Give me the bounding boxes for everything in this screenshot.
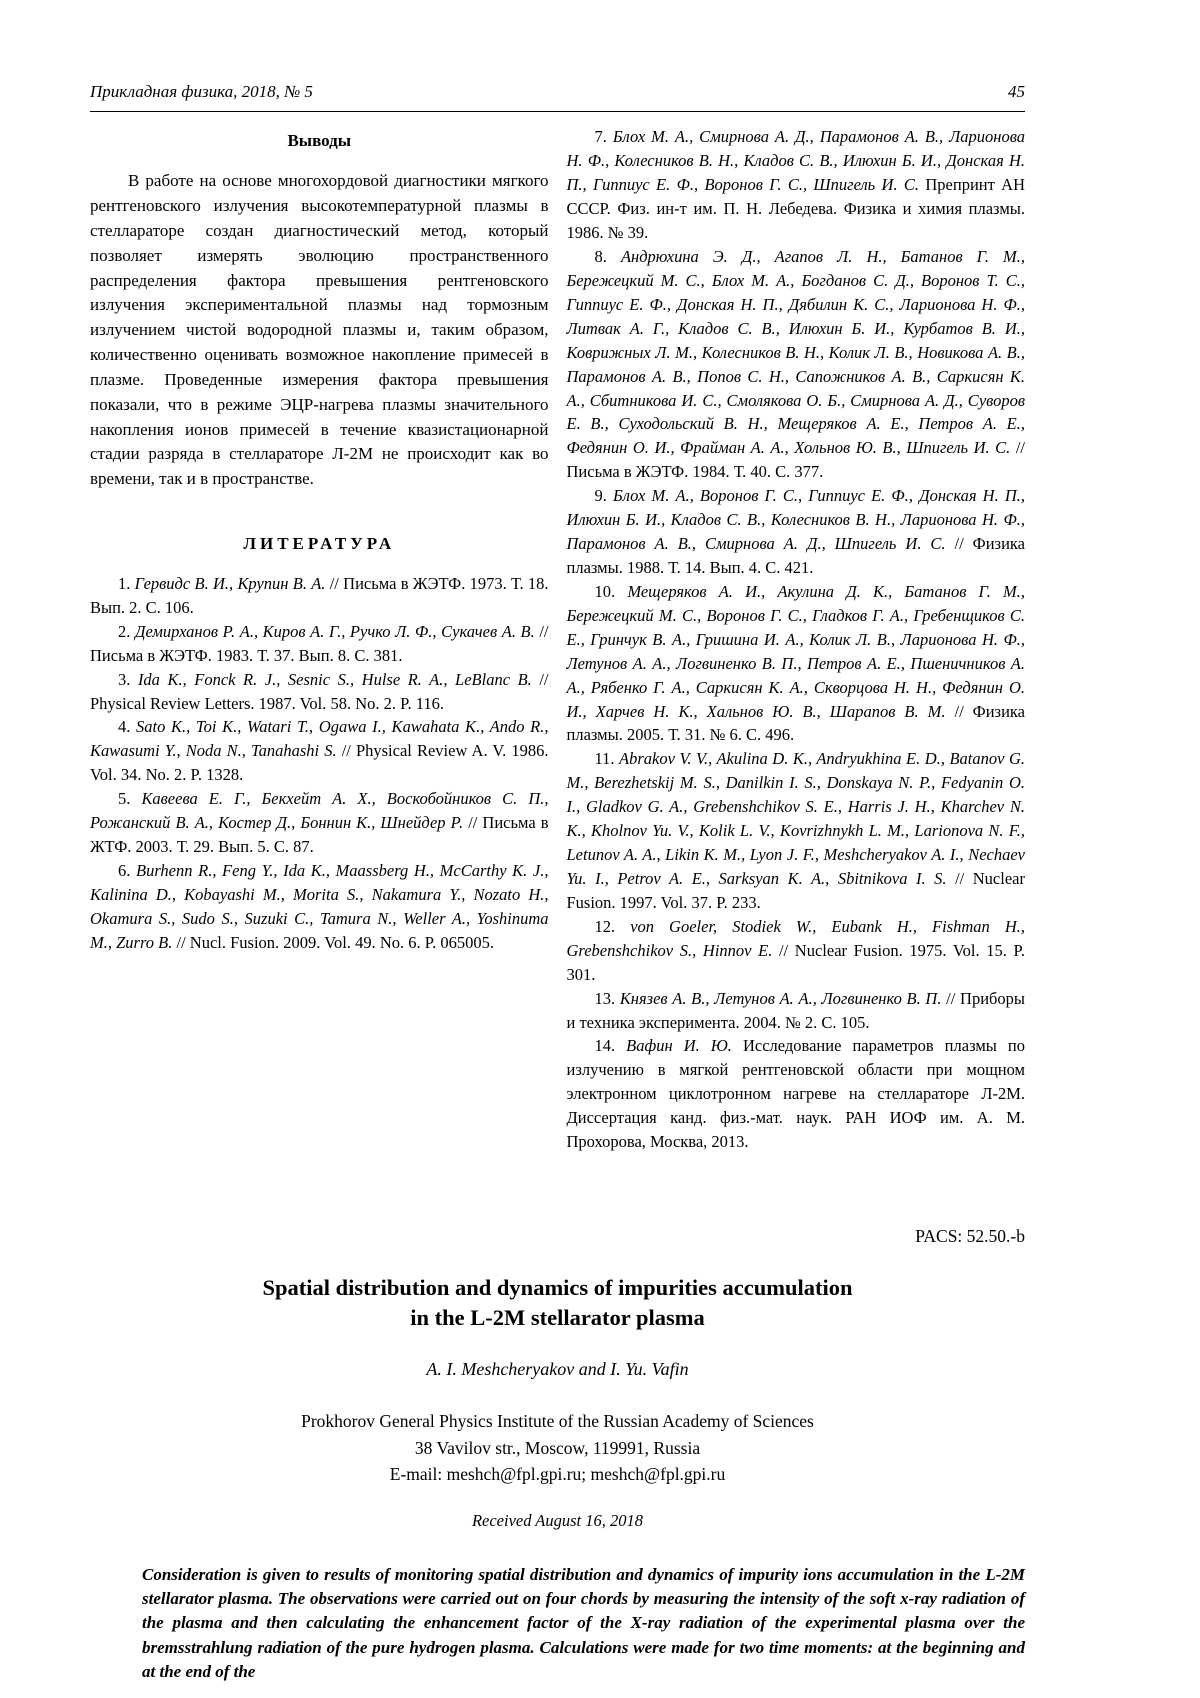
reference-source: // Приборы и техника эксперимента. 2004. № 2. С. 105. [566,988,1026,1032]
reference-source: // Письма в ЖЭТФ. 1984. Т. 40. С. 377. [566,438,1025,482]
reference-item [90,668,549,716]
reference-item [567,484,1026,580]
reference-item [567,987,1026,1035]
running-head [90,82,1025,102]
article-authors: A. I. Meshcheryakov and I. Yu. Vafin [426,1359,689,1380]
reference-source: Препринт АН СССР. Физ. ин-т им. П. Н. Лебедева. Физика и химия плазмы. 1986. № 39. [566,175,1025,243]
reference-authors: Андрюхина Э. Д., Агапов Л. Н., Батанов Г. М., Бережецкий М. С., Блох М. А., Богданов С. Д., Воронов Т. С., Гиппиус Е. Ф., Донская Н. П., Дябилин К. С., Ларионова Н. Ф., Литвак А. Г., Кладов С. В., Илюхин Б. И., Курбатов В. И., Коврижных Л. М., Колесников В. Н., Колик Л. В., Новикова А. В., Парамонов А. В., Попов С. Н., Сапожников А. В., Саркисян К. А., Сбитникова И. С., Смолякова О. Б., Смирнова А. Д., Суворов Е. В., Суходольский В. Н., Мещеряков А. Е., Петров А. Е., Федянин О. И., Фрайман А. А., Хольнов Ю. В., Шпигель И. С. [566,247,1025,458]
reference-item [567,245,1026,484]
reference-authors: Князев А. В., Летунов А. А., Логвиненко В. П. [619,988,942,1008]
reference-item [567,1034,1026,1154]
reference-number: 6. [118,861,131,881]
reference-number: 4. [118,717,131,737]
reference-number: 14. [594,1036,616,1056]
affiliation-address: 38 Vavilov str., Moscow, 119991, Russia [414,1437,701,1458]
reference-number: 1. [118,573,131,593]
reference-number: 7. [594,127,607,147]
reference-authors: Гервидс В. И., Крупин В. А. [134,573,326,593]
reference-source: // Письма в ЖЭТФ. 1973. Т. 18. Вып. 2. С. 106. [90,573,549,617]
reference-number: 2. [118,621,131,641]
reference-authors: Ida K., Fonck R. J., Sesnic S., Hulse R. A., LeBlanc B. [137,669,532,689]
two-column-body [90,125,1025,1154]
reference-number: 3. [118,669,131,689]
reference-list-left [90,572,549,955]
reference-number: 5. [118,789,131,809]
reference-authors: Блох М. А., Смирнова А. Д., Парамонов А. В., Ларионова Н. Ф., Колесников В. Н., Кладов С. В., Илюхин Б. И., Донская Н. П., Гиппиус Е. Ф., Воронов Г. С., Шпигель И. С. [566,127,1026,195]
reference-authors: Кавеева Е. Г., Бекхейт А. Х., Воскобойников С. П., Рожанский В. А., Костер Д., Боннин К., Шнейдер Р. [90,789,549,833]
reference-number: 8. [594,247,607,266]
conclusions-paragraph: В работе на основе многохордовой диагностики мягкого рентгеновского излучения высокотемпературной плазмы в стеллараторе создан диагностический метод, который позволяет измерять эволюцию пространственного распределения фактора превышения рентгеновского излучения экспериментальной плазмы над тормозным излучением чистой водородной плазмы и, таким образом, количественно оценивать возможное накопление примесей в плазме. Проведенные измерения фактора превышения показали, что в режиме ЭЦР-нагрева плазмы значительного накопления ионов примесей в течение квазистационарной стадии разряда в стеллараторе Л-2М не происходит как во времени, так и в пространстве. [90,171,549,489]
reference-authors: Блох М. А., Воронов Г. С., Гиппиус Е. Ф., Донская Н. П., Илюхин Б. И., Кладов С. В., Колесников В. Н., Ларионова Н. Ф., Парамонов А. В., Смирнова А. Д., Шпигель И. С. [566,486,1026,554]
reference-source: // Письма в ЖТФ. 2003. Т. 29. Вып. 5. С. 87. [90,813,549,857]
affiliation-block [90,1408,1025,1487]
reference-source: // Physical Review Letters. 1987. Vol. 58. No. 2. P. 116. [90,669,549,713]
reference-authors: Демирханов Р. А., Киров А. Г., Ручко Л. Ф., Сукачев А. В. [134,621,535,641]
reference-item [90,859,549,955]
reference-authors: Abrakov V. V., Akulina D. K., Andryukhina E. D., Batanov G. M., Berezhetskij M. S., Danilkin I. S., Donskaya N. P., Fedyanin O. I., Gladkov G. A., Grebenshchikov S. E., Harris J. H., Kharchev N. K., Kholnov Yu. V., Kolik L. V., Kovrizhnykh L. M., Larionova N. F., Letunov A. A., Likin K. M., Lyon J. F., Meshcheryakov A. I., Nechaev Yu. I., Petrov A. E., Sarksyan K. A., Sbitnikova I. S. [566,749,1025,888]
reference-number: 10. [594,581,616,601]
literature-heading: ЛИТЕРАТУРА [243,533,396,553]
reference-source: // Физика плазмы. 1988. Т. 14. Вып. 4. С. 421. [566,534,1025,577]
journal-title: Прикладная физика, 2018, № 5 [90,82,313,101]
reference-item [90,572,549,620]
reference-number: 11. [594,749,615,769]
received-date: Received August 16, 2018 [471,1511,644,1531]
reference-source: // Письма в ЖЭТФ. 1983. Т. 37. Вып. 8. С. 381. [90,621,549,665]
reference-source: // Nuclear Fusion. 1975. Vol. 15. P. 301. [566,940,1025,984]
reference-number: 12. [594,916,616,936]
article-title-line-1: Spatial distribution and dynamics of impurities accumulation [262,1275,853,1301]
reference-number: 9. [594,486,607,506]
reference-list-right [567,125,1026,1154]
reference-source: // Physical Review A. V. 1986. Vol. 34. No. 2. P. 1328. [90,741,549,785]
reference-authors: Мещеряков А. И., Акулина Д. К., Батанов Г. М., Бережецкий М. С., Воронов Г. С., Гладков Г. А., Гребенщиков С. Е., Гринчук В. А., Гришина И. А., Колик Л. В., Ларионова Н. Ф., Летунов А. А., Логвиненко В. П., Петров А. Е., Пшеничников А. А., Рябенко Г. А., Саркисян К. А., Скворцова Н. Н., Федянин О. И., Харчев Н. К., Хальнов Ю. В., Шарапов В. М. [566,581,1025,721]
journal-page [90,0,1025,1684]
reference-item [567,580,1026,747]
abstract-paragraph: Consideration is given to results of monitoring spatial distribution and dynamics of impurity ions accumulation in the L-2M stellarator plasma. The observations were carried out on four chords by measuring the intensity of the soft x-ray radiation of the plasma and then calculating the enhancement factor of the X-ray radiation of the experimental plasma over the bremsstrahlung radiation of the pure hydrogen plasma. Calculations were made for two time moments: at the beginning and at the end of the [142,1565,1025,1681]
reference-source: // Nuclear Fusion. 1997. Vol. 37. P. 233. [566,868,1025,912]
article-title-line-2: in the L-2M stellarator plasma [410,1304,705,1330]
conclusions-heading: Выводы [287,131,352,151]
reference-source: // Физика плазмы. 2005. Т. 31. № 6. С. 496. [566,701,1025,745]
reference-item [567,125,1026,245]
affiliation-email: E-mail: meshch@fpl.gpi.ru; meshch@fpl.gpi.ru [389,1463,726,1484]
header-rule [90,111,1025,112]
reference-item [567,915,1026,987]
reference-number: 13. [594,988,616,1008]
reference-item [90,787,549,859]
reference-source: Исследование параметров плазмы по излучению в мягкой рентгеновской области при мощном электронном циклотронном нагреве на стеллараторе Л-2М. Диссертация канд. физ.-мат. наук. РАН ИОФ им. А. М. Прохорова, Москва, 2013. [566,1036,1026,1152]
reference-authors: Вафин И. Ю. [626,1036,732,1056]
reference-item [90,715,549,787]
reference-item [90,620,549,668]
reference-authors: von Goeler, Stodiek W., Eubank H., Fishman H., Grebenshchikov S., Hinnov E. [566,916,1026,960]
reference-source: // Nucl. Fusion. 2009. Vol. 49. No. 6. P. 065005. [172,932,494,952]
pacs-code: PACS: 52.50.-b [915,1226,1025,1247]
page-number: 45 [1008,82,1025,101]
reference-authors: Sato K., Toi K., Watari T., Ogawa I., Kawahata K., Ando R., Kawasumi Y., Noda N., Tanahashi S. [90,717,549,761]
reference-item [567,747,1026,914]
affiliation-institute: Prokhorov General Physics Institute of the Russian Academy of Sciences [301,1411,814,1432]
article-title [90,1273,1025,1332]
reference-authors: Burhenn R., Feng Y., Ida K., Maassberg H., McCarthy K. J., Kalinina D., Kobayashi M., Morita S., Nakamura Y., Nozato H., Okamura S., Sudo S., Suzuki C., Tamura N., Weller A., Yoshinuma M., Zurro B. [90,861,549,952]
right-column [567,125,1026,1154]
left-column [90,125,549,1154]
